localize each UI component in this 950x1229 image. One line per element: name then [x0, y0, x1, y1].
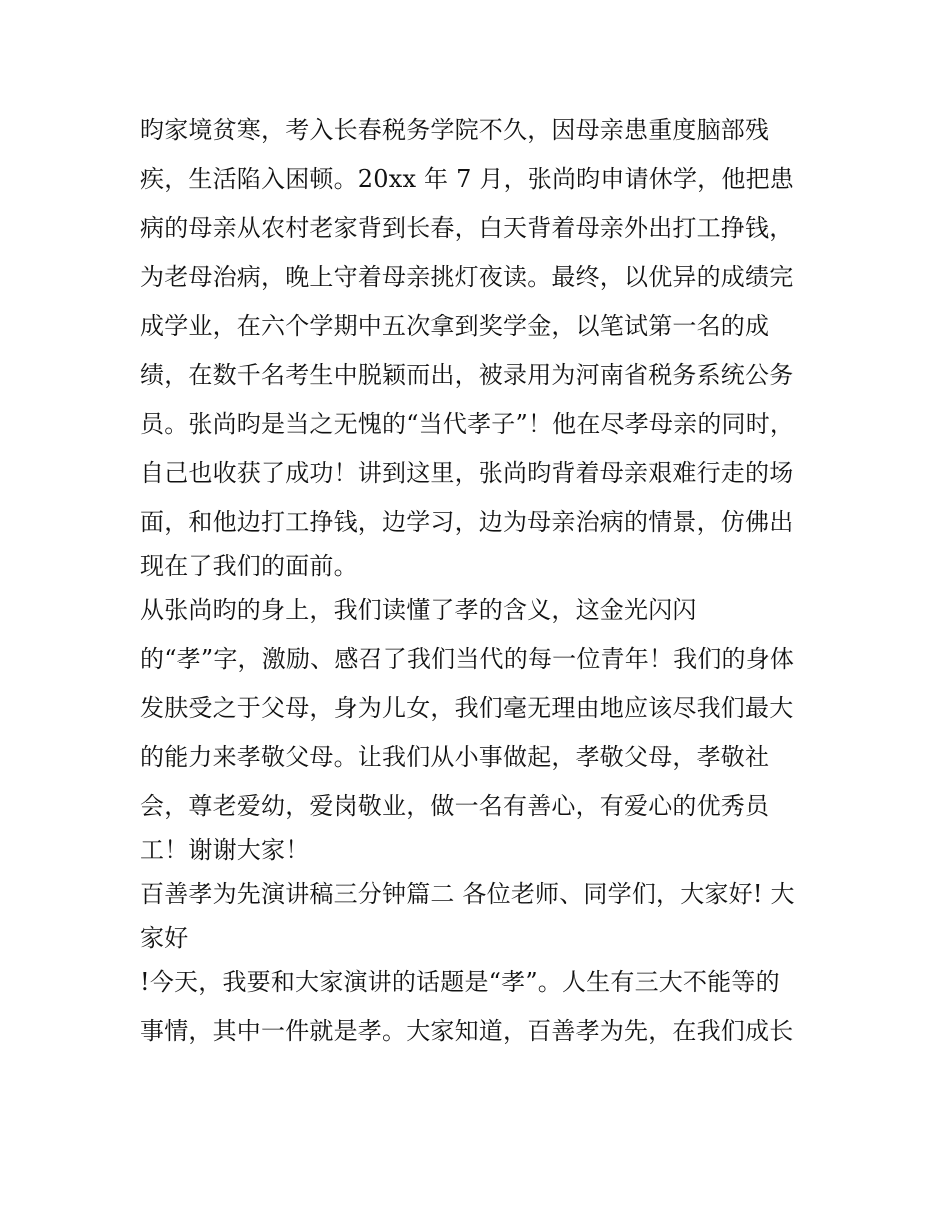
- text-line: 为老母治病，晚上守着母亲挑灯夜读。最终，以优异的成绩完: [140, 263, 794, 291]
- text-line: 会，尊老爱幼，爱岗敬业，做一名有善心，有爱心的优秀员: [140, 792, 770, 820]
- text-line: 自己也收获了成功！讲到这里，张尚昀背着母亲艰难行走的场: [140, 459, 794, 487]
- text-line: 的能力来孝敬父母。让我们从小事做起，孝敬父母，孝敬社: [140, 743, 770, 771]
- section-heading-line: 家好: [140, 924, 189, 952]
- text-line: 的“孝”字，激励、感召了我们当代的每一位青年！我们的身体: [140, 645, 795, 673]
- text-line: 昀家境贫寒，考入长春税务学院不久，因母亲患重度脑部残: [140, 116, 770, 144]
- text-line: 发肤受之于父母，身为儿女，我们毫无理由地应该尽我们最大: [140, 694, 794, 722]
- text-line: 事情，其中一件就是孝。大家知道，百善孝为先，在我们成长: [140, 1017, 794, 1045]
- text-line: !今天，我要和大家演讲的话题是“孝”。人生有三大不能等的: [140, 968, 780, 996]
- text-line: 绩，在数千名考生中脱颖而出，被录用为河南省税务系统公务: [140, 361, 794, 389]
- text-line: 面，和他边打工挣钱，边学习，边为母亲治病的情景，仿佛出: [140, 508, 794, 536]
- text-line: 现在了我们的面前。: [140, 552, 358, 580]
- text-line: 工！谢谢大家！: [140, 836, 310, 864]
- text-line: 成学业，在六个学期中五次拿到奖学金，以笔试第一名的成: [140, 312, 770, 340]
- text-line: 病的母亲从农村老家背到长春，白天背着母亲外出打工挣钱，: [140, 214, 794, 242]
- text-line: 疾，生活陷入困顿。20xx 年 7 月，张尚昀申请休学，他把患: [140, 165, 794, 193]
- text-line: 从张尚昀的身上，我们读懂了孝的含义，这金光闪闪: [140, 596, 697, 624]
- section-heading-line: 百善孝为先演讲稿三分钟篇二 各位老师、同学们，大家好! 大: [140, 880, 795, 908]
- speech-text-body: [140, 106, 820, 1056]
- text-line: 员。张尚昀是当之无愧的“当代孝子”！他在尽孝母亲的同时，: [140, 410, 795, 438]
